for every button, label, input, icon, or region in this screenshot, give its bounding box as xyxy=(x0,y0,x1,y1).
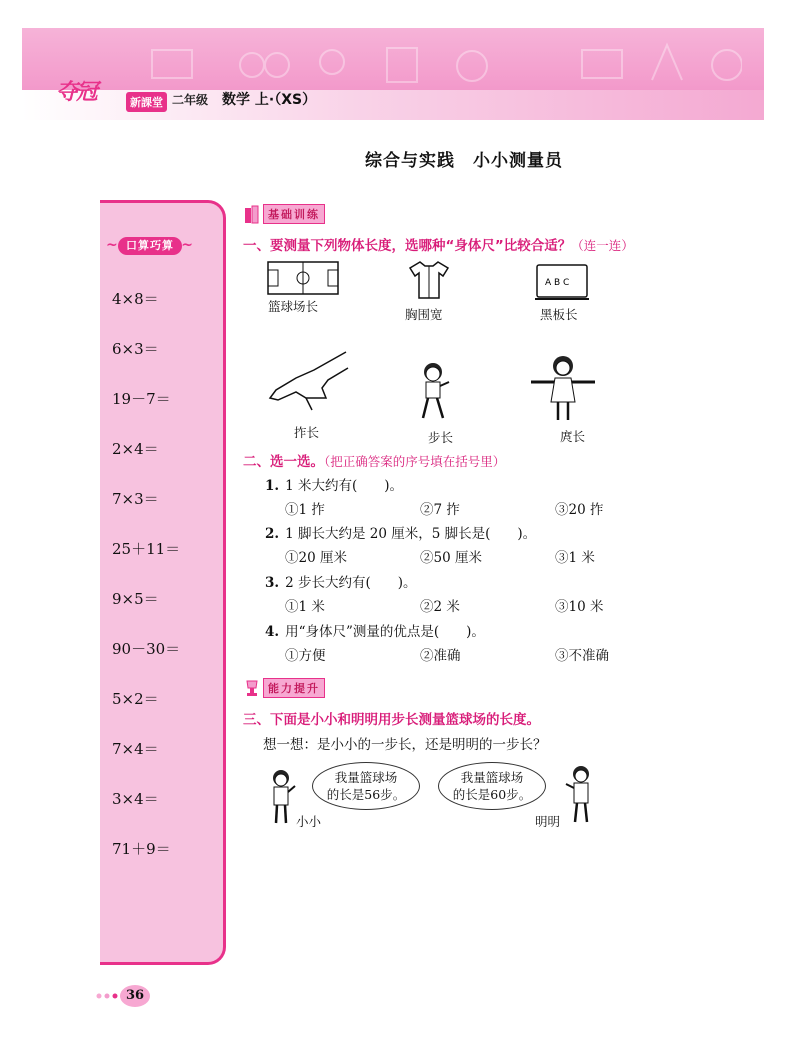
grade-label: 二年级 xyxy=(172,93,209,107)
question-number: 2. xyxy=(265,526,280,542)
heading-hint: （把正确答案的序号填在括号里） xyxy=(324,454,506,469)
body-ruler-label: 拃长 xyxy=(294,425,320,440)
bubble-line: 我量篮球场 xyxy=(334,770,398,785)
left-name: 小小 xyxy=(296,814,322,829)
calc-item: 19－7＝ xyxy=(112,390,171,408)
calc-item: 71＋9＝ xyxy=(112,840,171,858)
option: ③不准确 xyxy=(555,648,609,664)
trophy-icon xyxy=(243,678,261,698)
calc-item: 25＋11＝ xyxy=(112,540,181,558)
arms-spread-girl-icon xyxy=(527,352,599,424)
books-icon xyxy=(243,204,261,224)
series-tag: 新課堂 xyxy=(126,92,167,112)
right-speech-bubble xyxy=(438,762,546,810)
ability-badge xyxy=(243,679,325,697)
calc-item: 7×3＝ xyxy=(112,490,159,508)
option: ③1 米 xyxy=(555,550,595,566)
question-text: 2 步长大约有( )。 xyxy=(285,575,417,591)
section3-heading: 三、下面是小小和明明用步长测量篮球场的长度。 xyxy=(243,712,540,728)
question-text: 1 脚长大约是 20 厘米，5 脚长是( )。 xyxy=(285,526,537,542)
badge-label: 基础训练 xyxy=(263,204,325,224)
question-text: 1 米大约有( )。 xyxy=(285,478,404,494)
bubble-line: 的长是56步。 xyxy=(326,787,406,802)
object-label: 胸围宽 xyxy=(405,307,443,322)
subject-label: 数学 上·（XS） xyxy=(222,92,317,108)
question-number: 1. xyxy=(265,478,280,494)
question-number: 3. xyxy=(265,575,280,591)
body-ruler-label: 步长 xyxy=(428,430,454,445)
option: ②7 拃 xyxy=(420,502,460,518)
section1-heading xyxy=(243,234,634,254)
heading-hint: （连一连） xyxy=(571,238,634,253)
body-ruler-label: 庹长 xyxy=(560,429,586,444)
calc-item: 90－30＝ xyxy=(112,640,181,658)
option: ③20 拃 xyxy=(555,502,604,518)
basketball-court-icon xyxy=(266,260,340,296)
logo xyxy=(56,75,126,115)
badge-label: 能力提升 xyxy=(263,678,325,698)
option: ②2 米 xyxy=(420,599,460,615)
calc-item: 6×3＝ xyxy=(112,340,159,358)
page-number: 36 xyxy=(120,985,150,1007)
hand-span-icon xyxy=(266,350,350,416)
question xyxy=(265,620,485,640)
heading-text: 二、选一选。 xyxy=(243,454,324,470)
boy-mingming-icon xyxy=(563,764,597,826)
question-number: 4. xyxy=(265,624,280,640)
question xyxy=(265,571,417,591)
blackboard-icon xyxy=(535,263,591,301)
calc-item: 5×2＝ xyxy=(112,690,159,708)
question xyxy=(265,522,536,542)
logo-text: 夺冠 xyxy=(56,80,97,105)
calc-item: 2×4＝ xyxy=(112,440,159,458)
option: ①方便 xyxy=(285,648,326,664)
option: ①1 拃 xyxy=(285,502,325,518)
calc-item: 7×4＝ xyxy=(112,740,159,758)
shirt-icon xyxy=(408,258,450,300)
calc-item: 4×8＝ xyxy=(112,290,159,308)
option: ②准确 xyxy=(420,648,461,664)
left-speech-bubble xyxy=(312,762,420,810)
option: ②50 厘米 xyxy=(420,550,482,566)
section3-prompt: 想一想：是小小的一步长，还是明明的一步长？ xyxy=(263,737,547,753)
option: ①20 厘米 xyxy=(285,550,347,566)
sidebar-tag: ~ 口算巧算 ~ xyxy=(118,237,182,255)
section2-heading xyxy=(243,450,505,470)
object-label: 黑板长 xyxy=(540,307,578,322)
basic-training-badge xyxy=(243,205,325,223)
option: ①1 米 xyxy=(285,599,325,615)
page-title: 综合与实践 小小测量员 xyxy=(365,151,563,171)
option: ③10 米 xyxy=(555,599,604,615)
mental-math-sidebar xyxy=(100,200,226,965)
page-dots-icon xyxy=(96,993,120,999)
calc-item: 3×4＝ xyxy=(112,790,159,808)
question xyxy=(265,474,403,494)
heading-text: 一、要测量下列物体长度，选哪种“身体尺”比较合适？ xyxy=(243,238,572,254)
walking-boy-icon xyxy=(415,360,455,426)
question-text: 用“身体尺”测量的优点是( )。 xyxy=(285,624,485,640)
bubble-line: 的长是60步。 xyxy=(452,787,532,802)
right-name: 明明 xyxy=(535,814,561,829)
calc-item: 9×5＝ xyxy=(112,590,159,608)
stationery-decoration-icon xyxy=(142,40,742,90)
object-label: 篮球场长 xyxy=(268,299,319,314)
boy-xiaoxiao-icon xyxy=(266,768,296,826)
bubble-line: 我量篮球场 xyxy=(460,770,524,785)
blackboard-text: A B C xyxy=(545,278,570,288)
